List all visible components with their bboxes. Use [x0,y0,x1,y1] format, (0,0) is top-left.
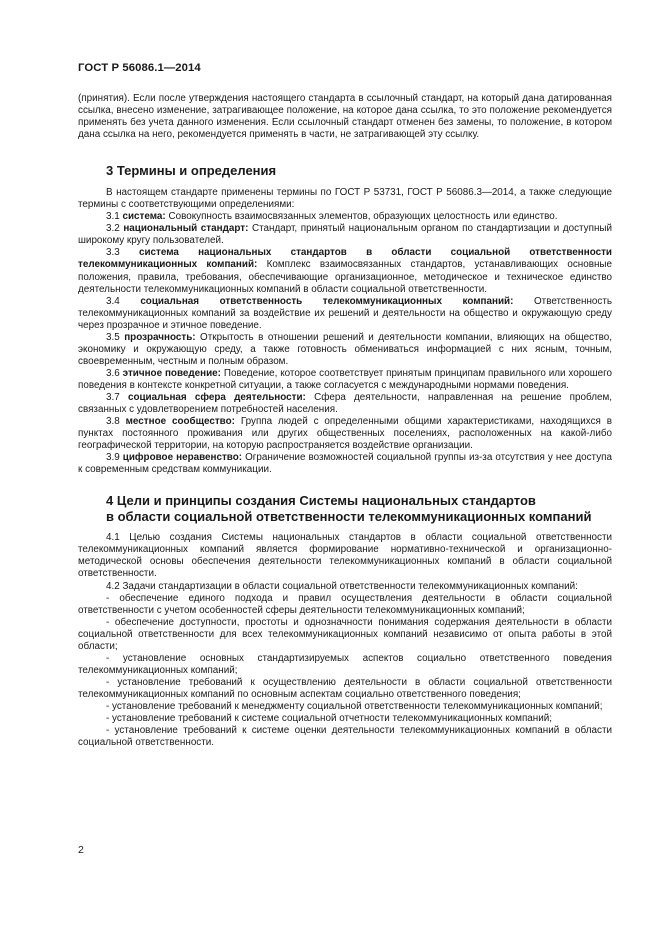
intro-paragraph: (принятия). Если после утверждения настоящего стандарта в ссылочный стандарт, на который дана датированная ссылка, внесено изменение, затрагивающее положение, на которое дана ссылка, то это положение рекомендуется применять без учета данного изменения. Если ссылочный стандарт отменен без замены, то положение, в котором дана ссылка на него, рекомендуется применять в части, не затрагивающей эту ссылку. [78,93,612,141]
term-item [78,368,612,392]
term-name: цифровое неравенство: [122,452,243,464]
term-definition: Комплекс взаимосвязанных стандартов, устанавливающих основные положения, правила, требования, обеспечивающие организационное, методическое и техническое единство деятельности телекоммуникационных компаний в области социальной ответственности. [78,259,613,295]
term-number: 3.8 [106,416,120,428]
term-name: система национальных стандартов в области социальной ответственности телекоммуникационных компаний: [78,247,613,271]
term-number: 3.4 [106,295,120,307]
term-definition: Совокупность взаимосвязанных элементов, образующих целостность или единство. [168,211,558,223]
term-number: 3.3 [106,247,120,259]
section-4-heading-line: 4 Цели и принципы создания Системы национальных стандартов [106,493,536,509]
term-item [78,211,612,223]
term-item [78,247,612,295]
term-name: прозрачность: [124,331,196,343]
term-number: 3.5 [106,331,120,343]
tasks-list [78,593,612,750]
paragraph-4-2: 4.2 Задачи стандартизации в области социальной ответственности телекоммуникационных компаний: [106,580,578,592]
term-name: национальный стандарт: [123,223,249,235]
term-name: этичное поведение: [122,367,221,379]
term-name: система: [122,211,166,223]
document-body [78,93,612,749]
term-item [78,416,612,452]
term-definition: Сфера деятельности, направленная на решение проблем, связанных с удовлетворением потребностей населения. [78,391,613,416]
term-definition: Группа людей с определенными общими характеристиками, находящихся в пунктах постоянного проживания или других общественных поселениях, расположенных на какой-либо географической территории, на которую распространяется воздействие организации. [78,416,612,452]
list-item: - установление основных стандартизируемых аспектов социально ответственного поведения телекоммуникационных компаний; [78,652,612,676]
term-name: местное сообщество: [125,416,235,428]
list-item: - установление требований к осуществлению деятельности в области социальной ответственности телекоммуникационных компаний по основным аспектам социально ответственного поведения; [78,676,612,700]
term-name: социальная сфера деятельности: [127,391,306,403]
term-item [78,392,612,416]
document-code-header: ГОСТ Р 56086.1—2014 [78,62,201,74]
term-item [78,452,612,476]
list-item: - установление требований к менеджменту социальной ответственности телекоммуникационных компаний; [106,700,603,712]
term-definition: Ответственность телекоммуникационных компаний за воздействие их решений и деятельности на общество и окружающую среду через прозрачное и этичное поведение. [78,295,612,331]
section-4-heading-line: в области социальной ответственности телекоммуникационных компаний [106,508,592,524]
term-name: социальная ответственность телекоммуникационных компаний: [140,295,514,307]
list-item: - обеспечение доступности, простоты и однозначности понимания содержания деятельности в области социальной ответственности для всех телекоммуникационных компаний независимо от опыта работы в этой области; [78,616,612,652]
term-definition: Стандарт, принятый национальным органом по стандартизации и доступный широкому кругу пользователей. [78,223,613,247]
term-definition: Открытость в отношении решений и деятельности компании, влияющих на общество, экономику и окружающую среду, а также готовность обмениваться информацией с них ясным, точным, своевременным, честным и полным образом. [78,331,612,367]
term-number: 3.9 [106,452,120,464]
list-item: - установление требований к системе оценки деятельности телекоммуникационных компаний в области социальной ответственности. [78,725,612,749]
term-item [78,223,612,247]
list-item: - обеспечение единого подхода и правил осуществления деятельности в области социальной ответственности с учетом особенностей сферы деятельности телекоммуникационных компаний; [78,592,612,616]
list-item: - установление требований к системе социальной отчетности телекоммуникационных компаний; [106,713,553,725]
term-number: 3.6 [106,367,120,379]
page-number: 2 [78,844,84,856]
term-number: 3.7 [106,391,120,403]
term-definition: Ограничение возможностей социальной группы из-за отсутствия у нее доступа к современным средствам коммуникации. [78,452,612,476]
section-3-heading: 3 Термины и определения [106,163,277,179]
terms-list [78,211,612,476]
term-definition: Поведение, которое соответствует принятым принципам правильного или хорошего поведения в контексте конкретной ситуации, а также согласуется с международными нормами поведения. [78,367,613,391]
paragraph-4-1: 4.1 Целью создания Системы национальных стандартов в области социальной ответственности телекоммуникационных компаний является формирование нормативно-технической и организационно-методической основы обеспечения деятельности телекоммуникационных компаний в области социальной ответственности. [78,532,612,580]
term-number: 3.2 [106,223,120,235]
section-4-heading [106,493,612,524]
term-item [78,296,612,332]
section-3-intro: В настоящем стандарте применены термины по ГОСТ Р 53731, ГОСТ Р 56086.3—2014, а также следующие термины с соответствующими определениями: [78,187,612,211]
term-number: 3.1 [106,211,120,223]
term-item [78,332,612,368]
